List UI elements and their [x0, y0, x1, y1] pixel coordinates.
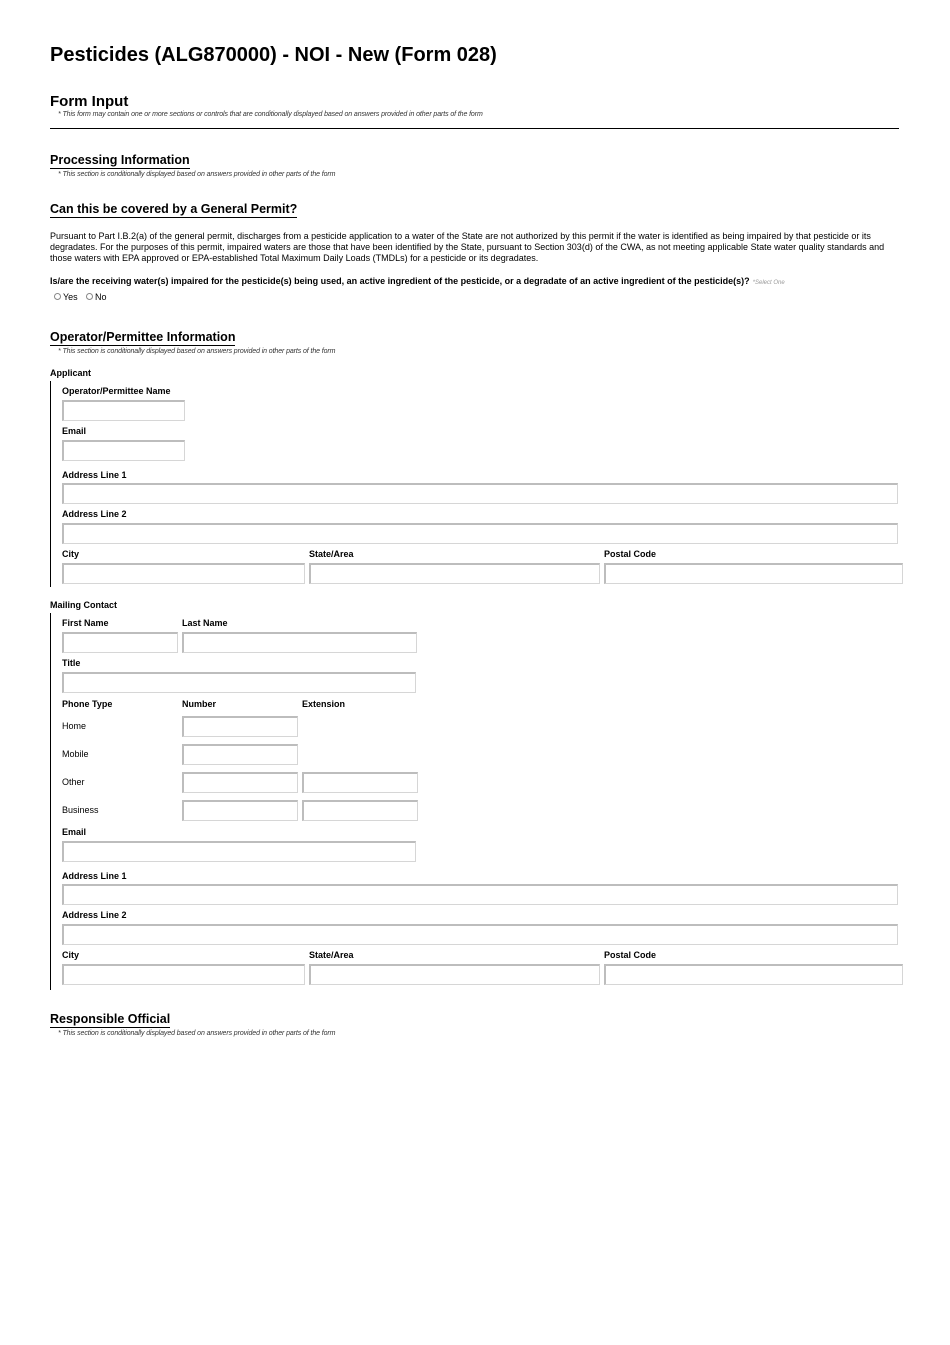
phone-type-home: Home — [62, 721, 87, 731]
applicant-address1-label: Address Line 1 — [62, 470, 127, 480]
mailing-state-label: State/Area — [309, 950, 354, 960]
mailing-heading: Mailing Contact — [50, 600, 117, 610]
applicant-email-label: Email — [62, 426, 87, 436]
phone-extension-label: Extension — [302, 699, 346, 709]
last-name-input[interactable] — [182, 632, 417, 653]
mailing-address2-input[interactable] — [62, 924, 898, 945]
radio-yes[interactable] — [54, 292, 78, 302]
business-extension-input[interactable] — [302, 800, 418, 821]
mailing-email-input[interactable] — [62, 841, 416, 862]
applicant-postal-label: Postal Code — [604, 549, 657, 559]
mailing-address2-label: Address Line 2 — [62, 910, 127, 920]
phone-type-mobile: Mobile — [62, 749, 89, 759]
business-number-input[interactable] — [182, 800, 298, 821]
title-label: Title — [62, 658, 81, 668]
mailing-address1-label: Address Line 1 — [62, 871, 127, 881]
form-input-note: * This form may contain one or more sections or controls that are conditionally displayed based on answers provided in other parts of the form — [58, 111, 483, 118]
applicant-email-input[interactable] — [62, 440, 185, 461]
last-name-label: Last Name — [182, 618, 228, 628]
responsible-note: * This section is conditionally displayed based on answers provided in other parts of the form — [58, 1030, 336, 1037]
mailing-state-input[interactable] — [309, 964, 600, 985]
phone-type-other: Other — [62, 777, 85, 787]
applicant-state-label: State/Area — [309, 549, 354, 559]
mailing-city-input[interactable] — [62, 964, 305, 985]
first-name-input[interactable] — [62, 632, 178, 653]
operator-name-label: Operator/Permittee Name — [62, 386, 171, 396]
other-extension-input[interactable] — [302, 772, 418, 793]
mailing-city-label: City — [62, 950, 80, 960]
radio-yes-label: Yes — [63, 292, 78, 302]
applicant-city-label: City — [62, 549, 80, 559]
mobile-number-input[interactable] — [182, 744, 298, 765]
mailing-postal-input[interactable] — [604, 964, 903, 985]
impaired-water-question — [50, 276, 785, 286]
phone-type-label: Phone Type — [62, 699, 113, 709]
radio-no-label: No — [95, 292, 107, 302]
processing-heading: Processing Information — [50, 153, 190, 167]
other-number-input[interactable] — [182, 772, 298, 793]
select-one-hint: *Select One — [752, 280, 785, 286]
general-permit-paragraph: Pursuant to Part I.B.2(a) of the general permit, discharges from a pesticide application to a water of the State are not authorized by this permit if the water is identified as being impaired by that pesticide or its degradates. For the purposes of this permit, impaired waters are those that have been identified by the State, pursuant to Section 303(d) of the CWA, as not meeting applicable State water quality standards and those waters with EPA approved or EPA-established Total Maximum Daily Loads (TMDLs) for a pesticide or its degradates. — [50, 231, 885, 264]
applicant-heading: Applicant — [50, 368, 92, 378]
operator-note: * This section is conditionally displayed based on answers provided in other parts of the form — [58, 348, 336, 355]
phone-number-label: Number — [182, 699, 217, 709]
radio-circle-icon — [54, 293, 61, 300]
applicant-address1-input[interactable] — [62, 483, 898, 504]
first-name-label: First Name — [62, 618, 109, 628]
applicant-city-input[interactable] — [62, 563, 305, 584]
question-text: Is/are the receiving water(s) impaired for the pesticide(s) being used, an active ingredient of the pesticide, or a degradate of an active ingredient of the pesticide(s)? — [50, 276, 750, 286]
home-number-input[interactable] — [182, 716, 298, 737]
radio-circle-icon — [86, 293, 93, 300]
general-permit-heading: Can this be covered by a General Permit? — [50, 202, 298, 216]
section-divider — [50, 128, 899, 129]
responsible-heading: Responsible Official — [50, 1012, 171, 1026]
operator-name-input[interactable] — [62, 400, 185, 421]
applicant-state-input[interactable] — [309, 563, 600, 584]
applicant-address2-input[interactable] — [62, 523, 898, 544]
mailing-group-border — [50, 613, 51, 990]
applicant-postal-input[interactable] — [604, 563, 903, 584]
radio-no[interactable] — [86, 292, 107, 302]
phone-type-business: Business — [62, 805, 99, 815]
form-input-heading: Form Input — [50, 93, 129, 110]
mailing-postal-label: Postal Code — [604, 950, 657, 960]
applicant-address2-label: Address Line 2 — [62, 509, 127, 519]
title-input[interactable] — [62, 672, 416, 693]
applicant-group-border — [50, 381, 51, 587]
mailing-address1-input[interactable] — [62, 884, 898, 905]
mailing-email-label: Email — [62, 827, 87, 837]
processing-note: * This section is conditionally displayed based on answers provided in other parts of the form — [58, 171, 336, 178]
operator-heading: Operator/Permittee Information — [50, 330, 236, 344]
page-title: Pesticides (ALG870000) - NOI - New (Form 028) — [50, 44, 497, 66]
